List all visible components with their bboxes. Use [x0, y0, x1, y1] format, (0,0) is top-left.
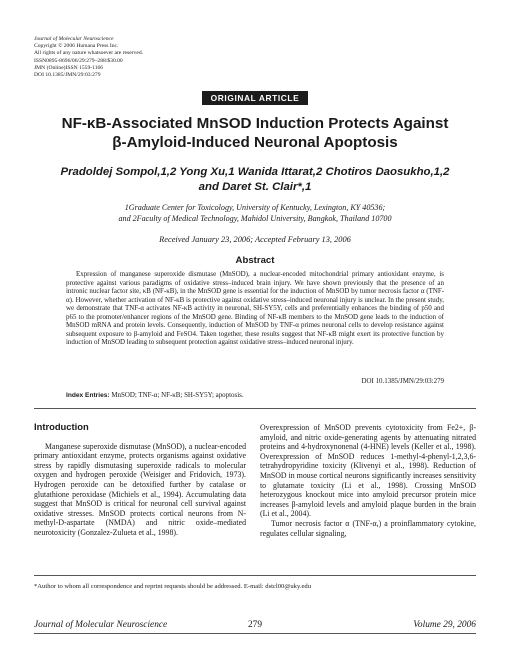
divider-footnote [34, 575, 476, 576]
right-column [260, 423, 476, 538]
meta-journal: Journal of Molecular Neuroscience [34, 36, 114, 42]
section-label [0, 88, 510, 106]
affiliation-line-2: and 2Faculty of Medical Technology, Mahidol University, Bangkok, Thailand 10700 [118, 213, 392, 223]
title-line-1: NF-κB-Associated MnSOD Induction Protects Against [61, 115, 449, 132]
authors-line-2: and Daret St. Clair*,1 [198, 180, 312, 193]
affiliations [30, 203, 480, 224]
footer-journal: Journal of Molecular Neuroscience [34, 620, 168, 630]
divider-top [34, 408, 476, 409]
footer-page-number: 279 [247, 620, 263, 630]
keywords-label: Index Entries: [66, 392, 110, 399]
abstract-text: Expression of manganese superoxide dismutase (MnSOD), a nuclear-encoded mitochondrial primary antioxidant enzyme, is protective against various paradigms of oxidative stress–induced brain injury. We have shown previously that the presence of an intronic nuclear factor site, κB (NF-κB), in the MnSOD gene is essential for the induction of MnSOD by tumor necrosis factor α (TNF-α). However, whether activation of NF-κB is protective against oxidative stress–induced neuronal injury is unclear. In the present study, we demonstrate that TNF-α activates NF-κB activity in neuronal, SH-SY5Y, cells and preferentially enhances the binding of p50 and p65 to the promoter/enhancer regions of the MnSOD gene. Binding of NF-κB members to the MnSOD gene leads to the induction of MnSOD mRNA and protein levels. Consequently, induction of MnSOD by TNF-α primes neuronal cells to develop resistance against subsequent exposure to β-amyloid and FeSO4. Taken together, these results suggest that NF-κB might exert its protective function by induction of MnSOD leading to subsequent protection against oxidative stress–induced neuronal injury. [66, 270, 444, 347]
meta-jmn: JMN (Online)ISSN 1559-1166 [34, 64, 104, 71]
article-title [40, 114, 470, 152]
meta-copyright: Copyright © 2006 Humana Press Inc. [34, 43, 119, 50]
title-line-2: β-Amyloid-Induced Neuronal Apoptosis [112, 134, 398, 151]
correspondence-footnote: *Author to whom all correspondence and reprint requests should be addressed. E-mail: dstcl00@uky.edu [34, 583, 312, 590]
left-column [34, 422, 246, 538]
journal-metadata [34, 36, 334, 79]
meta-issn: ISSN0895-8696/06/29:279–288/$30.00 [34, 57, 123, 64]
received-dates: Received January 23, 2006; Accepted February 13, 2006 [159, 235, 351, 244]
section-label-text: ORIGINAL ARTICLE [202, 91, 309, 105]
keywords-text: MnSOD; TNF-α; NF-κB; SH-SY5Y; apoptosis. [111, 391, 244, 399]
index-entries [66, 391, 444, 399]
intro-paragraph: Manganese superoxide dismutase (MnSOD), a nuclear-encoded primary antioxidant enzyme, protects organisms against oxidative stress by rapidly dismutasing superoxide radicals to molecular oxygen and hydrogen peroxide (Weisiger and Fridovich, 1973). Hydrogen peroxide can be detoxified further by catalase or glutathione peroxidase (Michiels et al., 1994). Accumulating data suggest that MnSOD is critical for neuronal cell survival against oxidative stresses. MnSOD protects cortical neurons from N-methyl-D-aspartate (NMDA) and nitric oxide–mediated neurotoxicity (Gonzalez-Zulueta et al., 1998). [34, 441, 246, 537]
abstract-body [66, 270, 444, 347]
abstract-heading: Abstract [235, 255, 275, 266]
right-paragraph-1: Overexpression of MnSOD prevents cytotoxicity from Fe2+, β-amyloid, and nitric oxide-generating agents by attenuating nitrated proteins and 4-hydroxynonenal (4-HNE) levels (Keller et al., 1998). Overexpression of MnSOD reduces 1-methyl-4-phenyl-1,2,3,6-tetrahydropyridine toxicity (Klivenyi et al., 1998). Reduction of MnSOD in mouse cortical neurons significantly increases sensitivity to glutamate toxicity (Li et al., 1998). Crossing MnSOD heterozygous knockout mice into amyloid precursor protein mice increases β-amyloid levels and amyloid plaque burden in the brain (Li et al., 2004). [260, 423, 476, 519]
affiliation-line-1: 1Graduate Center for Toxicology, University of Kentucky, Lexington, KY 40536; [124, 203, 386, 212]
footer-volume: Volume 29, 2006 [413, 620, 476, 630]
right-paragraph-2: Tumor necrosis factor α (TNF-α,) a proinflammatory cytokine, regulates cellular signaling, [260, 518, 476, 538]
meta-rights: All rights of any nature whatsoever are reserved. [34, 50, 144, 57]
abstract-doi: DOI 10.1385/JMN/29:03:279 [361, 377, 444, 385]
author-list [40, 165, 470, 194]
divider-bottom [34, 633, 476, 634]
meta-doi: DOI 10.1385/JMN/29:03:279 [34, 72, 101, 79]
intro-heading: Introduction [34, 421, 89, 432]
authors-line-1: Pradoldej Sompol,1,2 Yong Xu,1 Wanida Ittarat,2 Chotiros Daosukho,1,2 [60, 166, 450, 178]
